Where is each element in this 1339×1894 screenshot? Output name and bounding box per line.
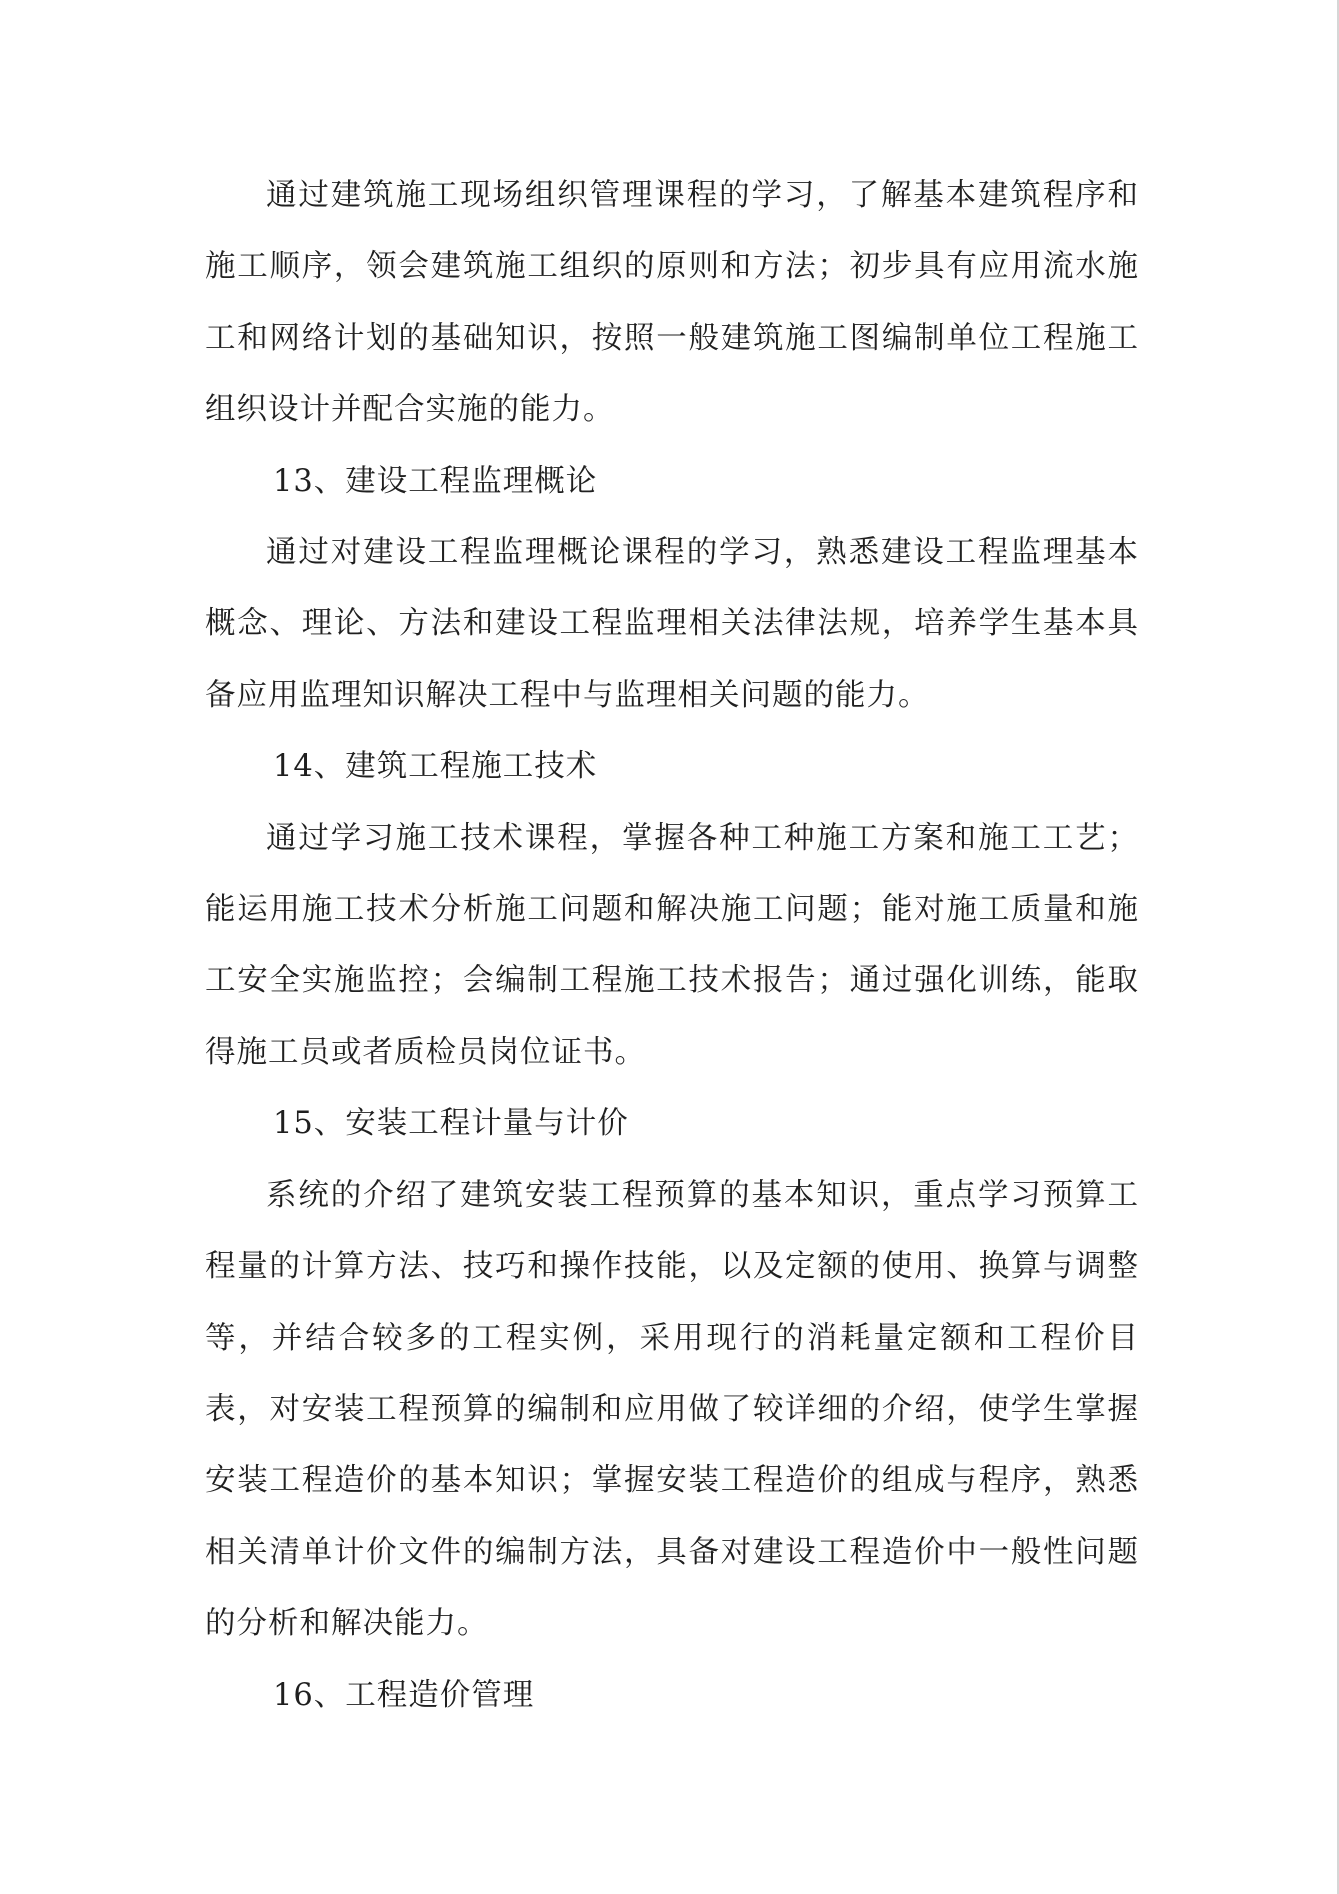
document-body [205,160,1139,1731]
section-heading-13: 13、建设工程监理概论 [273,463,598,499]
paragraph-supervision-intro: 通过对建设工程监理概论课程的学习，熟悉建设工程监理基本概念、理论、方法和建设工程监理相关法律法规，培养学生基本具备应用监理知识解决工程中与监理相关问题的能力。 [205,535,1139,713]
paragraph-construction-organization: 通过建筑施工现场组织管理课程的学习，了解基本建筑程序和施工顺序，领会建筑施工组织的原则和方法；初步具有应用流水施工和网络计划的基础知识，按照一般建筑施工图编制单位工程施工组织设计并配合实施的能力。 [205,178,1139,428]
section-heading-16: 16、工程造价管理 [273,1677,535,1713]
paragraph-installation-pricing: 系统的介绍了建筑安装工程预算的基本知识，重点学习预算工程量的计算方法、技巧和操作技能，以及定额的使用、换算与调整等，并结合较多的工程实例，采用现行的消耗量定额和工程价目表，对安装工程预算的编制和应用做了较详细的介绍，使学生掌握安装工程造价的基本知识；掌握安装工程造价的组成与程序，熟悉相关清单计价文件的编制方法，具备对建设工程造价中一般性问题的分析和解决能力。 [205,1177,1139,1642]
section-heading-14: 14、建筑工程施工技术 [273,749,598,785]
section-heading-15: 15、安装工程计量与计价 [273,1106,629,1142]
paragraph-construction-technology: 通过学习施工技术课程，掌握各种工种施工方案和施工工艺；能运用施工技术分析施工问题和解决施工问题；能对施工质量和施工安全实施监控；会编制工程施工技术报告；通过强化训练，能取得施工员或者质检员岗位证书。 [205,820,1139,1070]
